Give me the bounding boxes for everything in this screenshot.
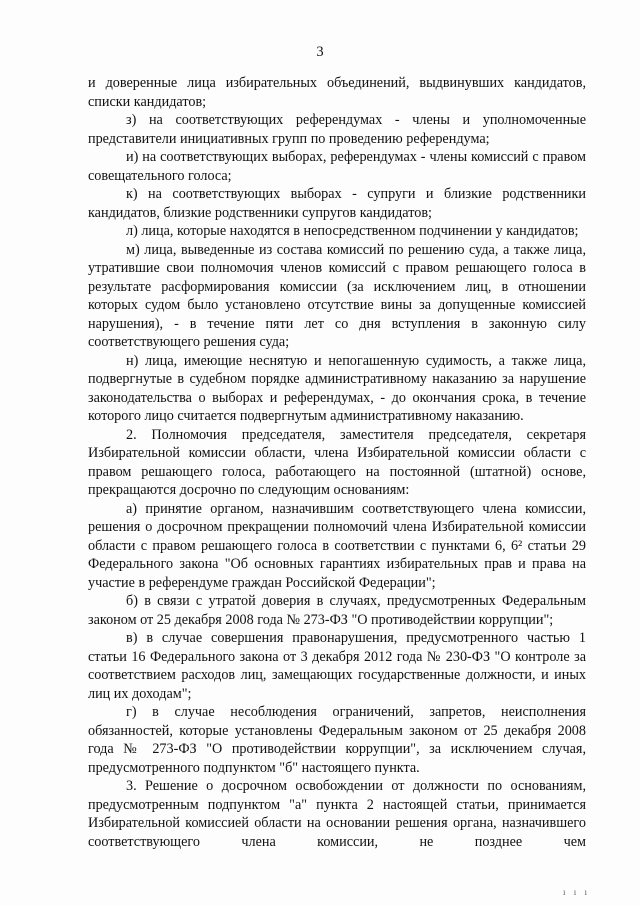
paragraph-item-z: з) на соответствующих референдумах - члены и уполномоченные представители инициативных групп по проведению референдума; [88, 112, 586, 147]
paragraph-item-m: м) лица, выведенные из состава комиссий по решению суда, а также лица, утратившие свои полномочия членов комиссий с правом решающего голоса в результате расформирования комиссии (за исключением лиц, в отношении которых судом было установлено отсутствие вины за допущенные комиссией нарушения), - в течение пяти лет со дня вступления в законную силу соответствующего решения суда; [88, 241, 586, 350]
paragraph-section-3: 3. Решение о досрочном освобождении от должности по основаниям, предусмотренным подпунктом "а" пункта 2 настоящей статьи, принимается Избирательной комиссией области на основании решения органа, назначившего соответствующего члена комиссии, не позднее чем [88, 778, 586, 850]
paragraph-item-i: и) на соответствующих выборах, референдумах - члены комиссий с правом совещательного голоса; [88, 149, 586, 184]
paragraph-item-k: к) на соответствующих выборах - супруги и близкие родственники кандидатов, близкие родственники супругов кандидатов; [88, 186, 586, 221]
footer-scan-marks: ı ı ı [562, 887, 590, 897]
paragraph-item-v: в) в случае совершения правонарушения, предусмотренного частью 1 статьи 16 Федерального закона от 3 декабря 2012 года № 230-ФЗ "О контроле за соответствием расходов лиц, замещающих государственные должности, и иных лиц их доходам"; [88, 630, 586, 702]
page-number: 3 [316, 44, 324, 60]
paragraph-item-n: н) лица, имеющие неснятую и непогашенную судимость, а также лица, подвергнутые в судебном порядке административному наказанию за нарушение законодательства о выборах и референдумах, - до окончания срока, в течение которого лицо считается подвергнутым административному наказанию. [88, 352, 586, 424]
paragraph-continuation: и доверенные лица избирательных объединений, выдвинувших кандидатов, списки кандидатов; [88, 75, 586, 110]
paragraph-item-l: л) лица, которые находятся в непосредственном подчинении у кандидатов; [126, 223, 579, 239]
document-body [88, 74, 586, 851]
paragraph-item-a: а) принятие органом, назначившим соответствующего члена комиссии, решения о досрочном прекращении полномочий члена Избирательной комиссии области с правом решающего голоса в соответствии с пунктами 6, 6² статьи 29 Федерального закона "Об основных гарантиях избирательных прав и права на участие в референдуме граждан Российской Федерации"; [88, 500, 586, 591]
paragraph-item-b: б) в связи с утратой доверия в случаях, предусмотренных Федеральным законом от 25 декабря 2008 года № 273-ФЗ "О противодействии коррупции"; [88, 593, 586, 628]
paragraph-section-2: 2. Полномочия председателя, заместителя председателя, секретаря Избирательной комиссии области, члена Избирательной комиссии области с правом решающего голоса, работающего на постоянной (штатной) основе, прекращаются досрочно по следующим основаниям: [88, 426, 586, 498]
paragraph-item-g: г) в случае несоблюдения ограничений, запретов, неисполнения обязанностей, которые установлены Федеральным законом от 25 декабря 2008 года № 273-ФЗ "О противодействии коррупции", за исключением случая, предусмотренного подпунктом "б" настоящего пункта. [88, 704, 586, 776]
